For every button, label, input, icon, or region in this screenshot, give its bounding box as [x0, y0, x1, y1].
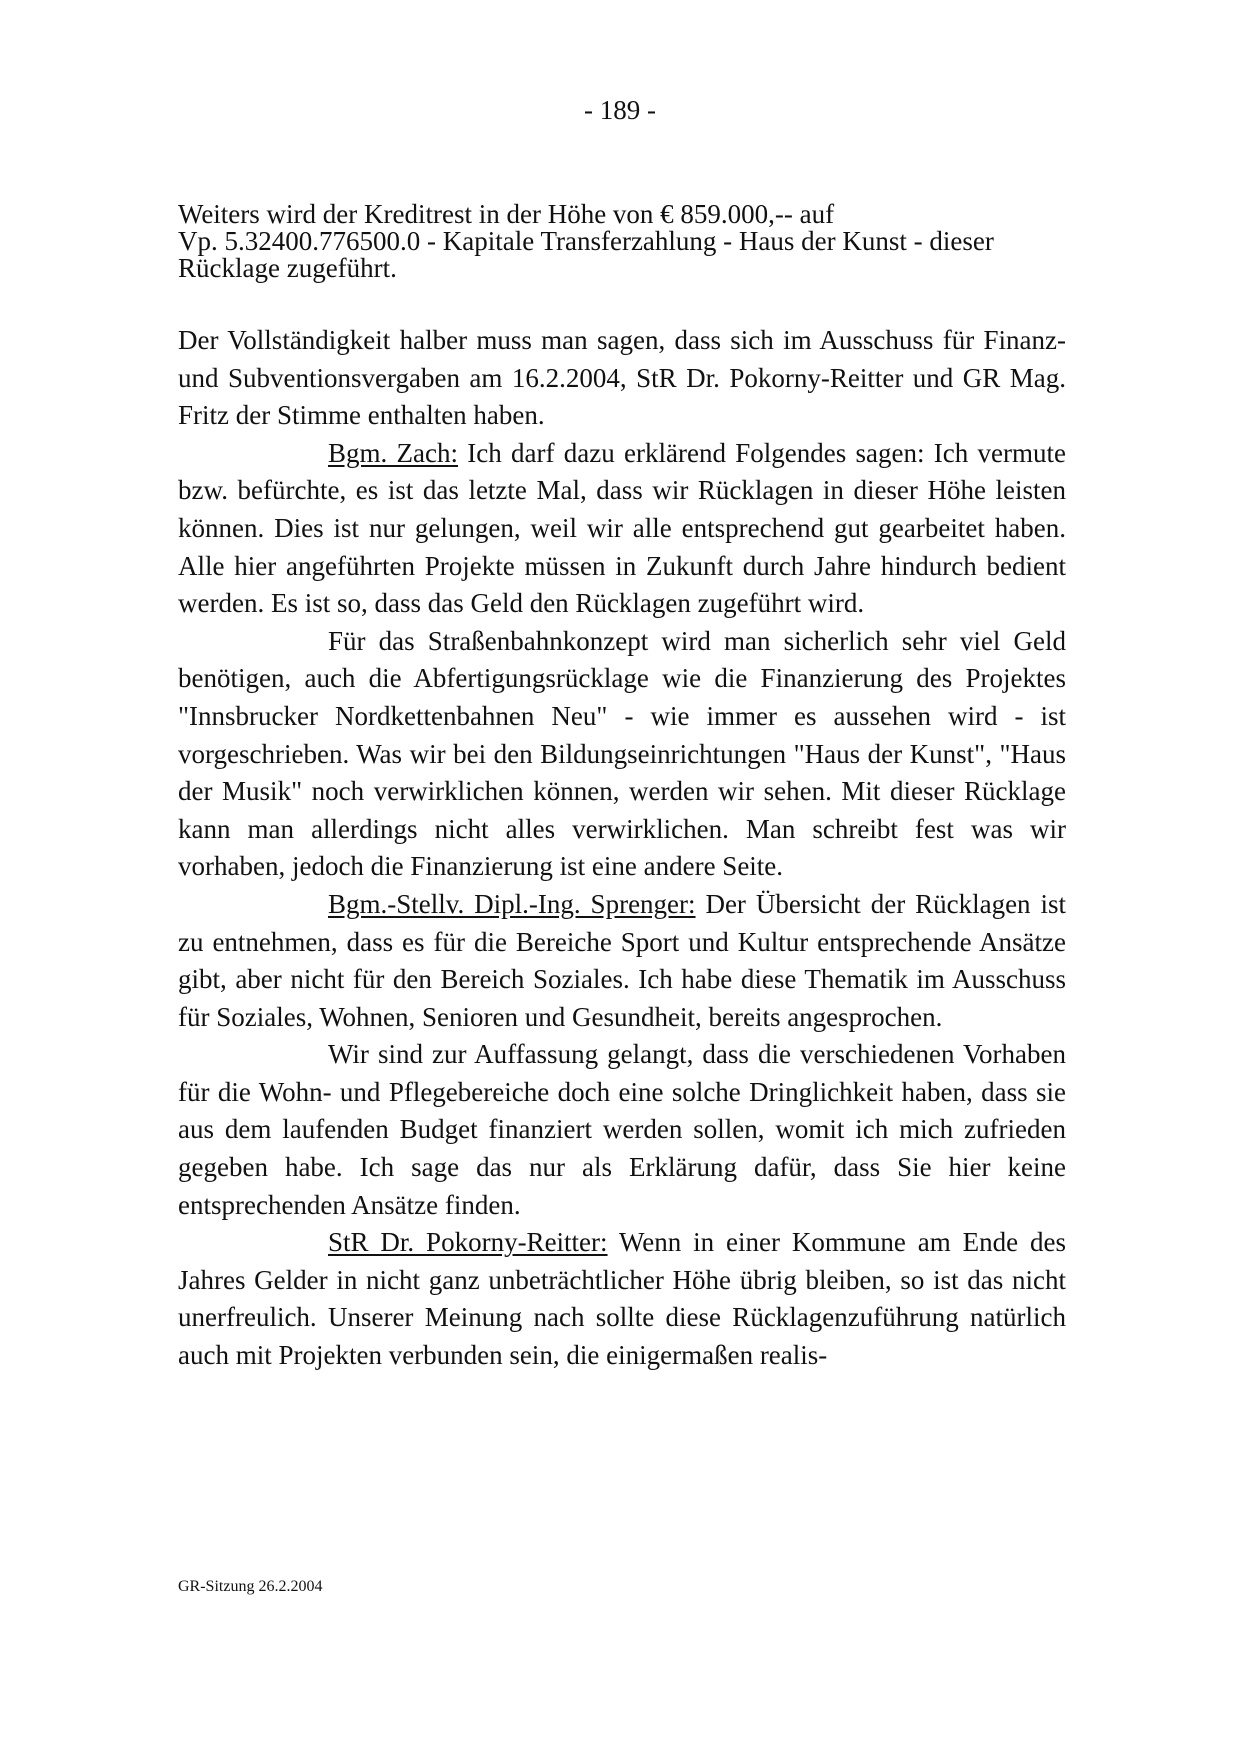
speaker-name: Bgm.-Stellv. Dipl.-Ing. Sprenger: [328, 888, 696, 919]
paragraph-text: Der Vollständigkeit halber muss man sagen, dass sich im Ausschuss für Finanz- und Subventionsvergaben am 16.2.2004, StR Dr. Pokorny-Reitter und GR Mag. Fritz der Stimme enthalten haben. [178, 325, 1066, 431]
speaker-name: Bgm. Zach: [328, 437, 458, 468]
paragraph-text: Wir sind zur Auffassung gelangt, dass die verschiedenen Vorhaben für die Wohn- und Pflegebereiche doch eine solche Dringlichkeit haben, dass sie aus dem laufenden Budget finanziert werden sollen, womit ich mich zufrieden gegeben habe. Ich sage das nur als Erklärung dafür, dass Sie hier keine entsprechenden Ansätze finden. [178, 1039, 1066, 1220]
speaker-name: StR Dr. Pokorny-Reitter: [328, 1227, 608, 1258]
paragraph-strassenbahn [178, 623, 1066, 886]
paragraph-bgm-zach [178, 435, 1066, 623]
intro-line: Rücklage zugeführt. [178, 253, 397, 283]
paragraph-sprenger [178, 886, 1066, 1036]
intro-block [178, 201, 1068, 282]
paragraph-text: Wenn in einer Kommune am Ende des Jahres Gelder in nicht ganz unbeträchtlicher Höhe übrig bleiben, so ist das nicht unerfreulich. Unserer Meinung nach sollte diese Rücklagenzuführung natürlich auch mit Projekten verbunden sein, die einigermaßen realis- [178, 1227, 1067, 1371]
paragraph-auffassung [178, 1036, 1066, 1224]
intro-line: Vp. 5.32400.776500.0 - Kapitale Transferzahlung - Haus der Kunst - dieser [178, 226, 994, 256]
page-number: - 189 - [584, 95, 656, 125]
paragraph-completeness [178, 322, 1066, 435]
footer-session-label: GR-Sitzung 26.2.2004 [178, 1578, 323, 1595]
paragraph-text: Der Übersicht der Rücklagen ist zu entnehmen, dass es für die Bereiche Sport und Kultur entsprechende Ansätze gibt, aber nicht für den Bereich Soziales. Ich habe diese Thematik im Ausschuss für Soziales, Wohnen, Senioren und Gesundheit, bereits angesprochen. [178, 888, 1066, 1032]
paragraph-text: Ich darf dazu erklärend Folgendes sagen: Ich vermute bzw. befürchte, es ist das letzte Mal, dass wir Rücklagen in dieser Höhe leisten können. Dies ist nur gelungen, weil wir alle entsprechend gut gearbeitet haben. Alle hier angeführten Projekte müssen in Zukunft durch Jahre hindurch bedient werden. Es ist so, dass das Geld den Rücklagen zugeführt wird. [178, 437, 1066, 619]
intro-line: Weiters wird der Kreditrest in der Höhe von € 859.000,-- auf [178, 199, 835, 229]
paragraph-text: Für das Straßenbahnkonzept wird man sicherlich sehr viel Geld benötigen, auch die Abfertigungsrücklage wie die Finanzierung des Projektes "Innsbrucker Nordkettenbahnen Neu" - wie immer es aussehen wird - ist vorgeschrieben. Was wir bei den Bildungseinrichtungen "Haus der Kunst", "Haus der Musik" noch verwirklichen können, werden wir sehen. Mit dieser Rücklage kann man allerdings nicht alles verwirklichen. Man schreibt fest was wir vorhaben, jedoch die Finanzierung ist eine andere Seite. [178, 625, 1066, 882]
paragraph-pokorny-reitter [178, 1224, 1066, 1374]
main-text [178, 322, 1066, 1375]
